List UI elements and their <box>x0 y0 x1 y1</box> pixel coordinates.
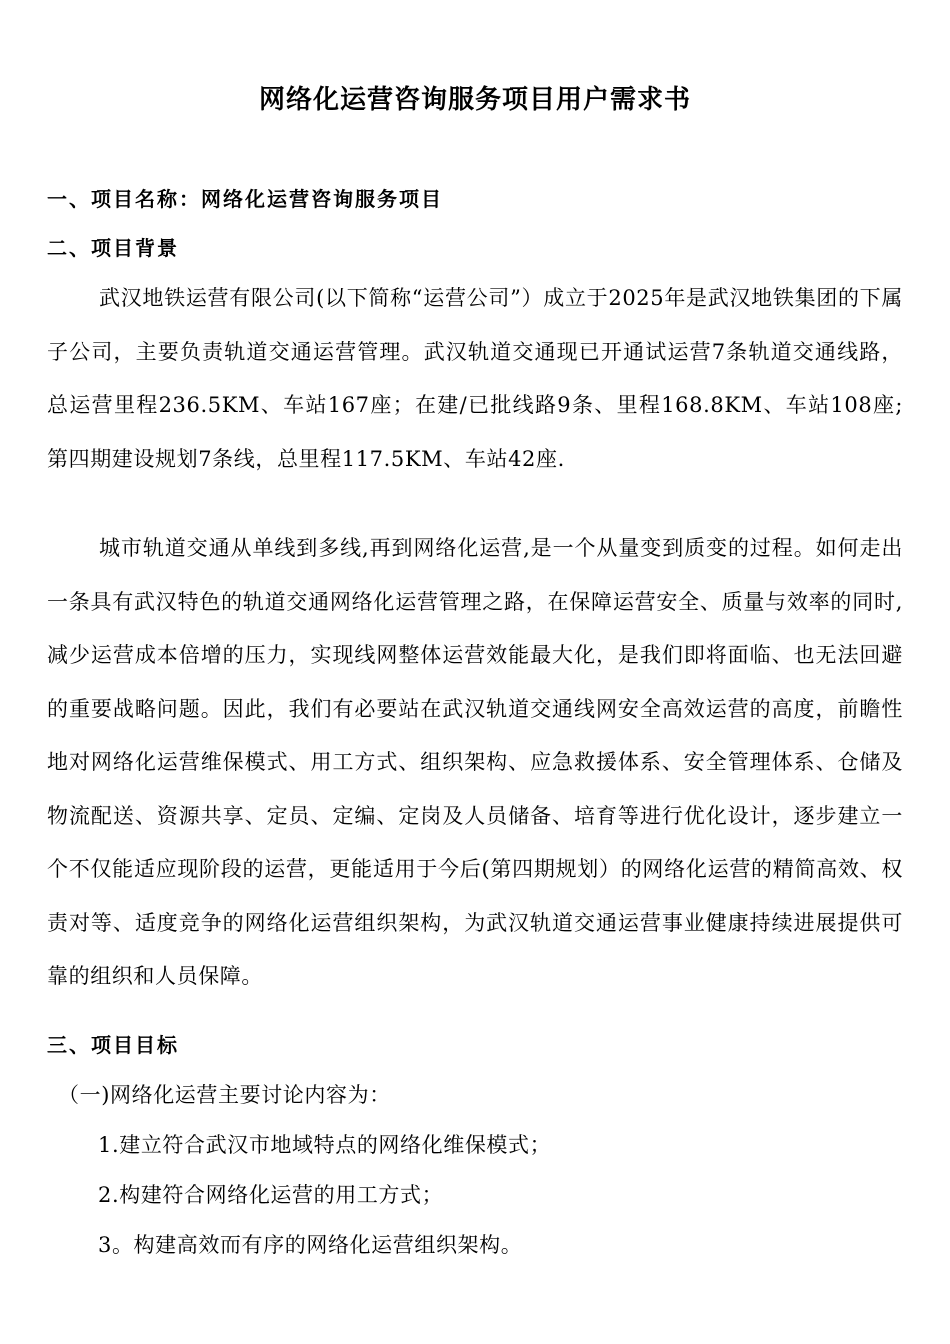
section-heading-project-name: 一、项目名称：网络化运营咨询服务项目 <box>47 187 443 211</box>
background-paragraph-2: 城市轨道交通从单线到多线,再到网络化运营,是一个从量变到质变的过程。如何走出一条具有武汉特色的轨道交通网络化运营管理之路，在保障运营安全、质量与效率的同时,减少运营成本倍增的压力，实现线网整体运营效能最大化，是我们即将面临、也无法回避的重要战略问题。因此，我们有必要站在武汉轨道交通线网安全高效运营的高度，前瞻性地对网络化运营维保模式、用工方式、组织架构、应急救援体系、安全管理体系、仓储及物流配送、资源共享、定员、定编、定岗及人员储备、培育等进行优化设计，逐步建立一个不仅能适应现阶段的运营，更能适用于今后(第四期规划）的网络化运营的精简高效、权责对等、适度竞争的网络化运营组织架构，为武汉轨道交通运营事业健康持续进展提供可靠的组织和人员保障。 <box>47 536 903 988</box>
section-heading-background: 二、项目背景 <box>47 236 179 260</box>
goal-item: 3。构建高效而有序的网络化运营组织架构。 <box>98 1233 523 1257</box>
goal-item: 1.建立符合武汉市地域特点的网络化维保模式； <box>98 1133 552 1157</box>
goal-subheading: （一)网络化运营主要讨论内容为： <box>58 1083 391 1107</box>
document-title: 网络化运营咨询服务项目用户需求书 <box>258 85 691 115</box>
background-paragraph-1: 武汉地铁运营有限公司(以下简称“运营公司”）成立于2025年是武汉地铁集团的下属子公司，主要负责轨道交通运营管理。武汉轨道交通现已开通试运营7条轨道交通线路，总运营里程236.5KM、车站167座；在建/已批线路9条、里程168.8KM、车站108座;第四期建设规划7条线，总里程117.5KM、车站42座. <box>47 286 903 471</box>
section-heading-goals: 三、项目目标 <box>47 1033 179 1057</box>
goal-item: 2.构建符合网络化运营的用工方式； <box>98 1183 444 1207</box>
